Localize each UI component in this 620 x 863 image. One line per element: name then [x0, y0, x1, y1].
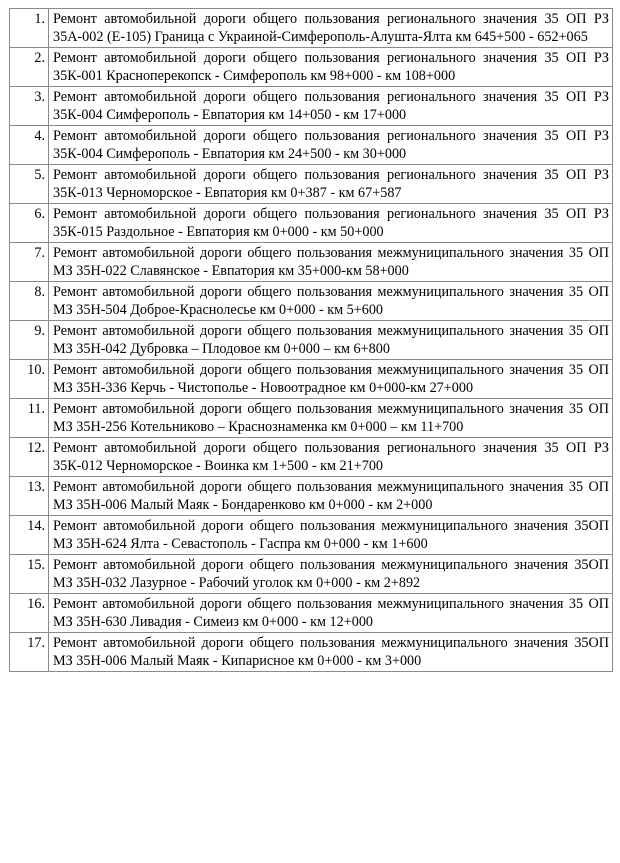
table-row [10, 555, 613, 594]
table-body [10, 9, 613, 672]
row-number: 6. [10, 204, 49, 243]
row-number: 8. [10, 282, 49, 321]
row-number: 1. [10, 9, 49, 48]
row-number: 4. [10, 126, 49, 165]
row-description: Ремонт автомобильной дороги общего пользования регионального значения 35 ОП РЗ 35К-004 Симферополь - Евпатория км 14+050 - км 17+000 [49, 87, 613, 126]
row-description: Ремонт автомобильной дороги общего пользования межмуниципального значения 35 ОП МЗ 35Н-006 Малый Маяк - Бондаренково км 0+000 - км 2+000 [49, 477, 613, 516]
row-number: 2. [10, 48, 49, 87]
row-number: 9. [10, 321, 49, 360]
row-description: Ремонт автомобильной дороги общего пользования межмуниципального значения 35 ОП МЗ 35Н-256 Котельниково – Краснознаменка км 0+000 – км 11+700 [49, 399, 613, 438]
row-number: 17. [10, 633, 49, 672]
row-description: Ремонт автомобильной дороги общего пользования регионального значения 35 ОП РЗ 35К-015 Раздольное - Евпатория км 0+000 - км 50+000 [49, 204, 613, 243]
table-row [10, 282, 613, 321]
table-row [10, 243, 613, 282]
road-repair-table [9, 8, 613, 672]
row-number: 12. [10, 438, 49, 477]
table-row [10, 633, 613, 672]
row-description: Ремонт автомобильной дороги общего пользования регионального значения 35 ОП РЗ 35К-004 Симферополь - Евпатория км 24+500 - км 30+000 [49, 126, 613, 165]
table-row [10, 399, 613, 438]
table-row [10, 321, 613, 360]
row-description: Ремонт автомобильной дороги общего пользования регионального значения 35 ОП РЗ 35К-001 Красноперекопск - Симферополь км 98+000 - км 108+000 [49, 48, 613, 87]
row-description: Ремонт автомобильной дороги общего пользования межмуниципального значения 35 ОП МЗ 35Н-504 Доброе-Краснолесье км 0+000 - км 5+600 [49, 282, 613, 321]
table-row [10, 165, 613, 204]
row-number: 14. [10, 516, 49, 555]
table-row [10, 9, 613, 48]
row-number: 16. [10, 594, 49, 633]
row-number: 10. [10, 360, 49, 399]
row-description: Ремонт автомобильной дороги общего пользования межмуниципального значения 35 ОП МЗ 35Н-022 Славянское - Евпатория км 35+000-км 58+000 [49, 243, 613, 282]
row-description: Ремонт автомобильной дороги общего пользования межмуниципального значения 35 ОП МЗ 35Н-336 Керчь - Чистополье - Новоотрадное км 0+000-км 27+000 [49, 360, 613, 399]
row-number: 5. [10, 165, 49, 204]
table-row [10, 516, 613, 555]
table-row [10, 360, 613, 399]
row-description: Ремонт автомобильной дороги общего пользования регионального значения 35 ОП РЗ 35А-002 (Е-105) Граница с Украиной-Симферополь-Алушта-Ялта км 645+500 - 652+065 [49, 9, 613, 48]
row-number: 3. [10, 87, 49, 126]
table-row [10, 438, 613, 477]
table-row [10, 87, 613, 126]
row-number: 13. [10, 477, 49, 516]
row-description: Ремонт автомобильной дороги общего пользования межмуниципального значения 35 ОП МЗ 35Н-630 Ливадия - Симеиз км 0+000 - км 12+000 [49, 594, 613, 633]
row-description: Ремонт автомобильной дороги общего пользования регионального значения 35 ОП РЗ 35К-012 Черноморское - Воинка км 1+500 - км 21+700 [49, 438, 613, 477]
row-number: 7. [10, 243, 49, 282]
row-number: 11. [10, 399, 49, 438]
row-description: Ремонт автомобильной дороги общего пользования межмуниципального значения 35 ОП МЗ 35Н-042 Дубровка – Плодовое км 0+000 – км 6+800 [49, 321, 613, 360]
row-description: Ремонт автомобильной дороги общего пользования межмуниципального значения 35ОП МЗ 35Н-032 Лазурное - Рабочий уголок км 0+000 - км 2+892 [49, 555, 613, 594]
table-row [10, 204, 613, 243]
table-row [10, 477, 613, 516]
row-description: Ремонт автомобильной дороги общего пользования межмуниципального значения 35ОП МЗ 35Н-006 Малый Маяк - Кипарисное км 0+000 - км 3+000 [49, 633, 613, 672]
table-row [10, 48, 613, 87]
table-row [10, 126, 613, 165]
row-number: 15. [10, 555, 49, 594]
road-repair-list [9, 8, 613, 672]
row-description: Ремонт автомобильной дороги общего пользования регионального значения 35 ОП РЗ 35К-013 Черноморское - Евпатория км 0+387 - км 67+587 [49, 165, 613, 204]
row-description: Ремонт автомобильной дороги общего пользования межмуниципального значения 35ОП МЗ 35Н-624 Ялта - Севастополь - Гаспра км 0+000 - км 1+600 [49, 516, 613, 555]
table-row [10, 594, 613, 633]
